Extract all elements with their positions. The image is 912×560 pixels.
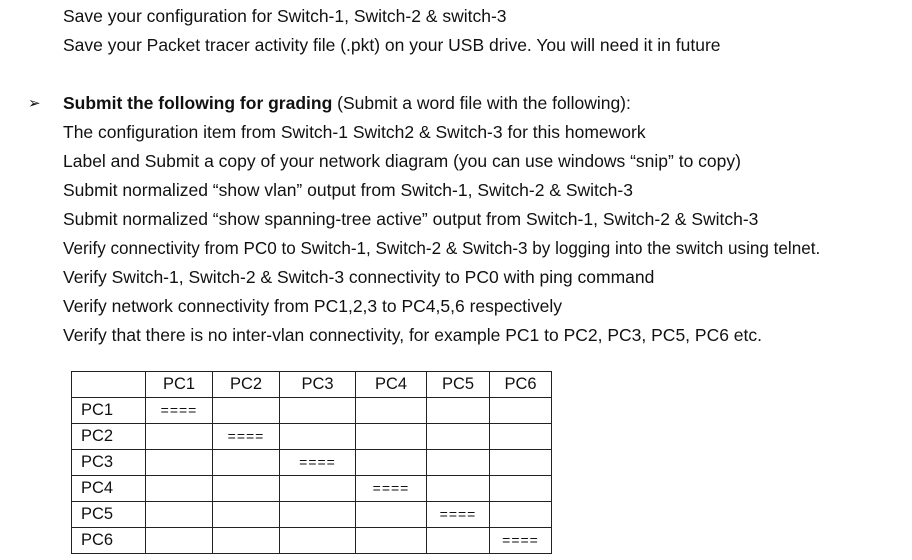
item-text: Verify network connectivity from PC1,2,3 to PC4,5,6 respectively: [63, 296, 562, 316]
row-header: PC6: [72, 528, 146, 554]
item-text: Verify Switch-1, Switch-2 & Switch-3 connectivity to PC0 with ping command: [63, 267, 655, 287]
table-cell: [213, 502, 280, 528]
diagonal-mark-cell: ====: [146, 398, 213, 424]
grading-heading-rest: (Submit a word file with the following):: [332, 93, 631, 113]
row-header: PC1: [72, 398, 146, 424]
diagonal-mark-cell: ====: [280, 450, 356, 476]
table-cell: [427, 476, 490, 502]
table-cell: [356, 450, 427, 476]
table-cell: [490, 424, 552, 450]
item-text: Save your Packet tracer activity file (.pkt) on your USB drive. You will need it in future: [63, 35, 721, 55]
table-cell: [213, 398, 280, 424]
table-cell: [280, 424, 356, 450]
item-text: Verify connectivity from PC0 to Switch-1, Switch-2 & Switch-3 by logging into the switch using telnet.: [63, 239, 821, 258]
connectivity-table: [71, 371, 552, 554]
table-cell: [356, 528, 427, 554]
table-row: [72, 398, 552, 424]
row-header: PC5: [72, 502, 146, 528]
table-cell: [490, 398, 552, 424]
table-cell: [427, 528, 490, 554]
table-cell: [213, 450, 280, 476]
diagonal-mark-cell: ====: [490, 528, 552, 554]
table-cell: [280, 528, 356, 554]
row-header: PC3: [72, 450, 146, 476]
table-row: [72, 502, 552, 528]
table-cell: [213, 476, 280, 502]
table-cell: [146, 450, 213, 476]
table-cell: [490, 502, 552, 528]
table-row: [72, 450, 552, 476]
arrow-bullet-icon: ➢: [28, 95, 41, 112]
table-corner-cell: [72, 372, 146, 398]
grading-heading-text: [63, 89, 631, 118]
column-header: PC1: [146, 372, 213, 398]
table-cell: [427, 398, 490, 424]
table-cell: [280, 502, 356, 528]
column-header: PC3: [280, 372, 356, 398]
table-row: [72, 424, 552, 450]
column-header: PC4: [356, 372, 427, 398]
table-cell: [146, 476, 213, 502]
table-cell: [427, 424, 490, 450]
grading-heading-bold: Submit the following for grading: [63, 93, 333, 113]
table-cell: [490, 476, 552, 502]
item-text: Submit normalized “show spanning-tree active” output from Switch-1, Switch-2 & Switch-3: [63, 209, 759, 229]
table-cell: [280, 476, 356, 502]
table-cell: [356, 502, 427, 528]
table-row: [72, 476, 552, 502]
item-text: Verify that there is no inter-vlan connectivity, for example PC1 to PC2, PC3, PC5, PC6 etc.: [63, 325, 763, 345]
table-cell: [427, 450, 490, 476]
table-cell: [146, 424, 213, 450]
table-cell: [146, 502, 213, 528]
diagonal-mark-cell: ====: [356, 476, 427, 502]
column-header: PC5: [427, 372, 490, 398]
item-text: Submit normalized “show vlan” output from Switch-1, Switch-2 & Switch-3: [63, 180, 633, 200]
diagonal-mark-cell: ====: [213, 424, 280, 450]
table-cell: [490, 450, 552, 476]
table-cell: [356, 424, 427, 450]
item-text: The configuration item from Switch-1 Switch2 & Switch-3 for this homework: [63, 122, 646, 142]
table-cell: [356, 398, 427, 424]
row-header: PC4: [72, 476, 146, 502]
table-header-row: [72, 372, 552, 398]
diagonal-mark-cell: ====: [427, 502, 490, 528]
column-header: PC2: [213, 372, 280, 398]
table-cell: [280, 398, 356, 424]
item-text: Label and Submit a copy of your network diagram (you can use windows “snip” to copy): [63, 151, 741, 171]
row-header: PC2: [72, 424, 146, 450]
table-cell: [213, 528, 280, 554]
table-row: [72, 528, 552, 554]
table-cell: [146, 528, 213, 554]
column-header: PC6: [490, 372, 552, 398]
item-text: Save your configuration for Switch-1, Switch-2 & switch-3: [63, 6, 507, 26]
